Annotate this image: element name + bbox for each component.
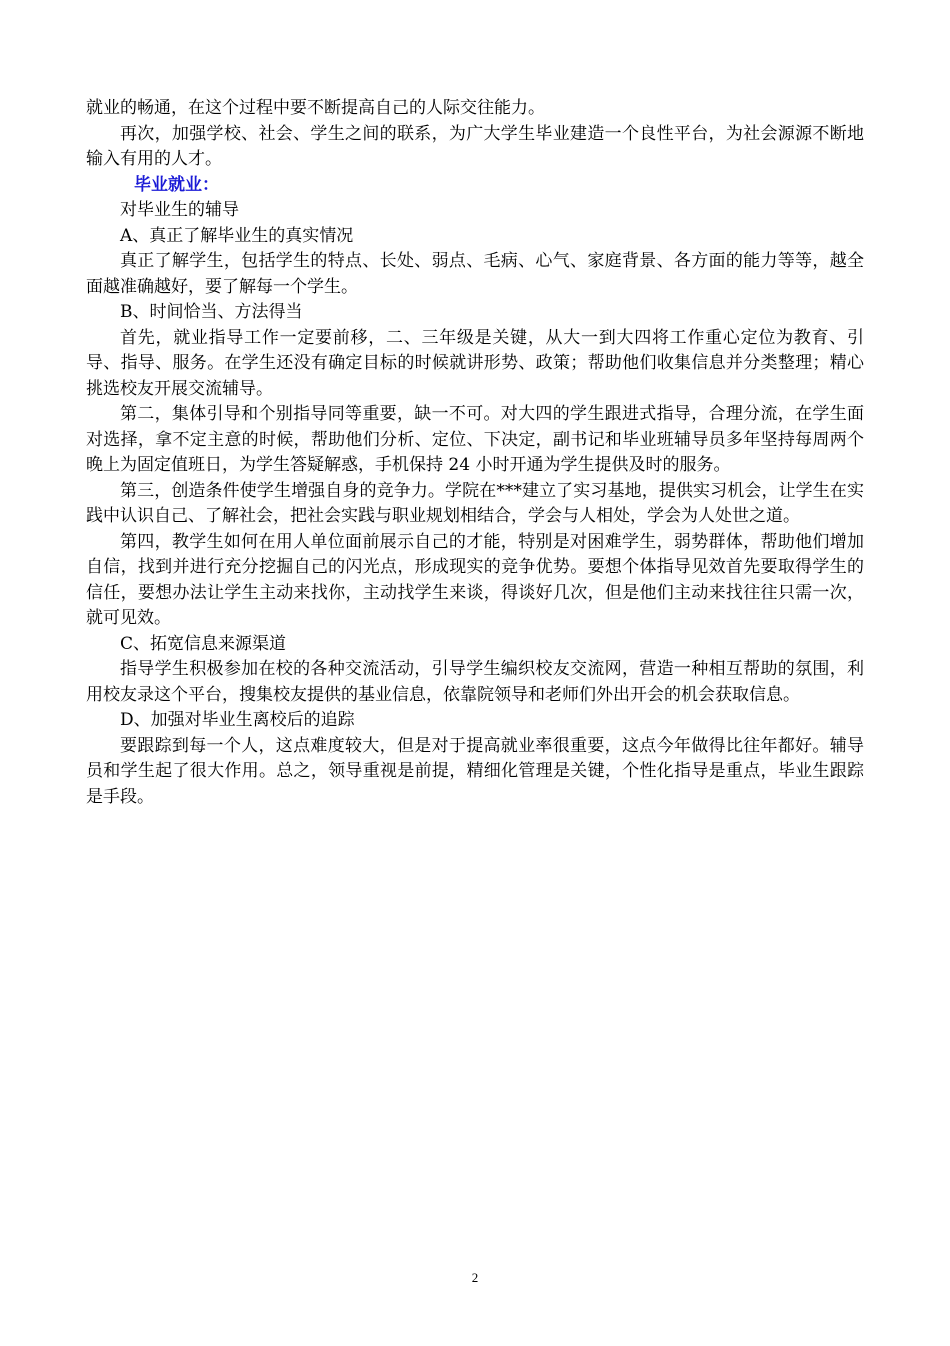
subheading-a: A、真正了解毕业生的真实情况: [120, 225, 354, 246]
paragraph-8: 第四，教学生如何在用人单位面前展示自己的才能，特别是对困难学生，弱势群体，帮助他们增加自信，找到并进行充分挖掘自己的闪光点，形成现实的竞争优势。要想个体指导见效首先要取得学生的信任，要想办法让学生主动来找你，主动找学生来谈，得谈好几次，但是他们主动来找往往只需一次，就可见效。: [86, 531, 864, 628]
subheading-b: B、时间恰当、方法得当: [120, 302, 303, 322]
paragraph-5: 首先，就业指导工作一定要前移，二、三年级是关键，从大一到大四将工作重心定位为教育、引导、指导、服务。在学生还没有确定目标的时候就讲形势、政策；帮助他们收集信息并分类整理；精心挑选校友开展交流辅导。: [86, 327, 864, 399]
paragraph-10: 要跟踪到每一个人，这点难度较大，但是对于提高就业率很重要，这点今年做得比往年都好。辅导员和学生起了很大作用。总之，领导重视是前提，精细化管理是关键，个性化指导是重点，毕业生跟踪是手段。: [86, 735, 864, 807]
section-heading: 毕业就业：: [134, 174, 219, 195]
paragraph-1: 就业的畅通，在这个过程中要不断提高自己的人际交往能力。: [86, 98, 545, 118]
paragraph-6: 第二，集体引导和个别指导同等重要，缺一不可。对大四的学生跟进式指导，合理分流，在学生面对选择，拿不定主意的时候，帮助他们分析、定位、下决定，副书记和毕业班辅导员多年坚持每周两个晚上为固定值班日，为学生答疑解惑，手机保持 24 小时开通为学生提供及时的服务。: [86, 404, 864, 475]
document-body: [86, 96, 864, 810]
paragraph-7: 第三，创造条件使学生增强自身的竞争力。学院在***建立了实习基地，提供实习机会，让学生在实践中认识自己、了解社会，把社会实践与职业规划相结合，学会与人相处，学会为人处世之道。: [86, 480, 864, 526]
subheading-c: C、拓宽信息来源渠道: [120, 633, 287, 654]
subheading-d: D、加强对毕业生离校后的追踪: [120, 710, 355, 730]
paragraph-9: 指导学生积极参加在校的各种交流活动，引导学生编织校友交流网，营造一种相互帮助的氛围，利用校友录这个平台，搜集校友提供的基业信息，依靠院领导和老师们外出开会的机会获取信息。: [86, 659, 864, 705]
paragraph-4: 真正了解学生，包括学生的特点、长处、弱点、毛病、心气、家庭背景、各方面的能力等等，越全面越准确越好，要了解每一个学生。: [86, 251, 864, 297]
paragraph-3: 对毕业生的辅导: [120, 200, 239, 220]
page-number: 2: [471, 1270, 479, 1285]
paragraph-2: 再次，加强学校、社会、学生之间的联系，为广大学生毕业建造一个良性平台，为社会源源不断地输入有用的人才。: [86, 123, 864, 169]
